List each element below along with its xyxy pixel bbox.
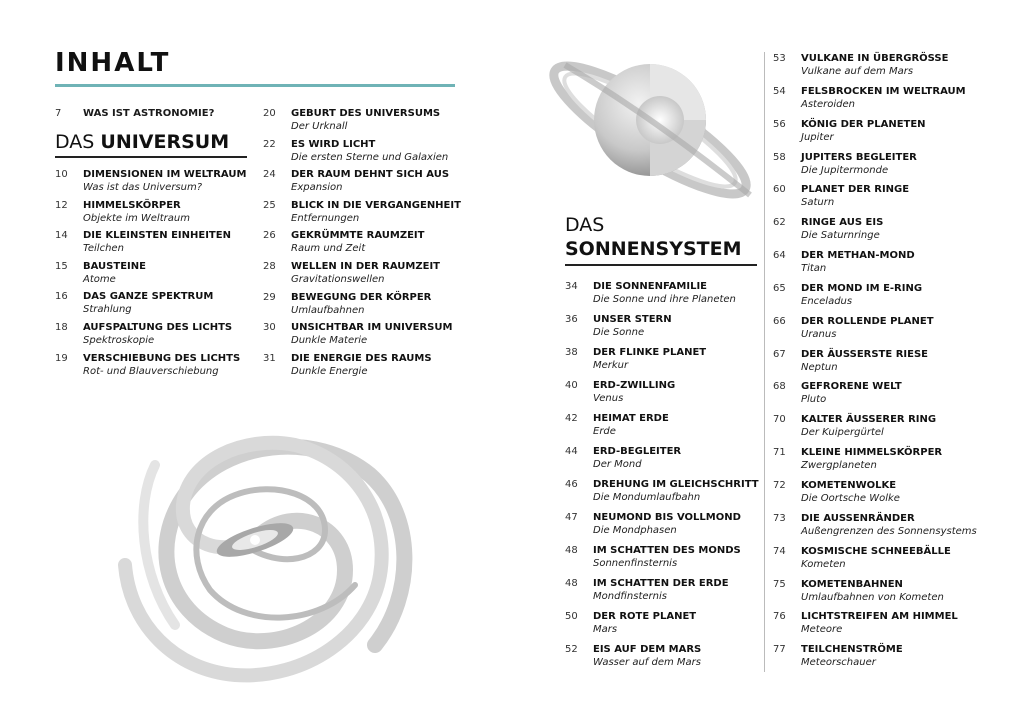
toc-entry-title: NEUMOND BIS VOLLMOND <box>593 512 741 523</box>
toc-entry-subtitle: Spektroskopie <box>83 334 155 346</box>
toc-entry[interactable] <box>773 447 1003 480</box>
toc-entry[interactable] <box>773 283 1003 316</box>
toc-entry-intro[interactable] <box>55 108 255 124</box>
toc-entry-subtitle: Die Sonne <box>593 327 645 338</box>
toc-entry-subtitle: Außengrenzen des Sonnensystems <box>801 525 977 537</box>
toc-page-number: 29 <box>263 291 276 303</box>
toc-entry-subtitle: Mondfinsternis <box>593 591 667 602</box>
toc-entry-subtitle: Venus <box>593 393 624 404</box>
toc-entry-subtitle: Vulkane auf dem Mars <box>801 66 914 77</box>
toc-page-number: 28 <box>263 260 276 272</box>
toc-entry-subtitle: Strahlung <box>83 304 132 316</box>
toc-entry-subtitle: Wasser auf dem Mars <box>593 657 701 668</box>
toc-entry[interactable] <box>55 230 260 261</box>
toc-entry-subtitle: Merkur <box>593 360 629 371</box>
toc-entry-title: PLANET DER RINGE <box>801 184 910 196</box>
toc-entry[interactable] <box>773 611 1003 644</box>
toc-page-number: 74 <box>773 545 786 557</box>
toc-entry-subtitle: Die Jupitermonde <box>801 164 889 176</box>
toc-entry[interactable] <box>263 292 473 323</box>
toc-entry-subtitle: Der Mond <box>593 459 642 470</box>
toc-entry-subtitle: Erde <box>593 426 616 437</box>
toc-page-number: 46 <box>565 479 578 490</box>
toc-page-number: 24 <box>263 169 276 181</box>
toc-entry-subtitle: Die Saturnringe <box>801 230 880 242</box>
toc-entry-title: BLICK IN DIE VERGANGENHEIT <box>291 199 461 211</box>
toc-entry-title: UNSICHTBAR IM UNIVERSUM <box>291 322 453 334</box>
toc-page-number: 16 <box>55 291 68 303</box>
toc-entry-subtitle: Kometen <box>801 558 846 570</box>
toc-entry-title: ERD-BEGLEITER <box>593 446 682 457</box>
toc-entry-title: HIMMELSKÖRPER <box>83 199 181 211</box>
toc-entry[interactable] <box>773 250 1003 283</box>
toc-entry-title: DIE AUSSENRÄNDER <box>801 512 915 524</box>
toc-entry[interactable] <box>773 480 1003 513</box>
ringed-planet-illustration <box>535 45 765 215</box>
toc-page-number: 62 <box>773 217 786 229</box>
toc-entry[interactable] <box>55 322 260 353</box>
toc-entry-title: BEWEGUNG DER KÖRPER <box>291 291 432 303</box>
toc-entry-subtitle: Sonnenfinsternis <box>593 558 678 569</box>
toc-page-number: 58 <box>773 151 786 163</box>
section-rule <box>55 156 247 158</box>
toc-entry[interactable] <box>565 413 760 446</box>
toc-page-number: 38 <box>565 347 578 358</box>
toc-entry-title: WAS IST ASTRONOMIE? <box>83 108 215 119</box>
toc-entry-title: DER METHAN-MOND <box>801 250 915 262</box>
toc-page-number: 20 <box>263 108 276 119</box>
title-underline <box>55 84 455 87</box>
toc-entry-subtitle: Dunkle Energie <box>291 365 368 377</box>
toc-entry-subtitle: Mars <box>593 624 618 635</box>
toc-page-number: 18 <box>55 321 68 333</box>
toc-entry-subtitle: Dunkle Materie <box>291 335 368 347</box>
toc-entry-subtitle: Rot- und Blauverschiebung <box>83 365 219 377</box>
toc-entry-title: DIE ENERGIE DES RAUMS <box>291 352 432 364</box>
toc-entry-subtitle: Der Kuipergürtel <box>801 427 884 439</box>
toc-entry-title: FELSBROCKEN IM WELTRAUM <box>801 85 966 97</box>
toc-entry[interactable] <box>55 353 260 384</box>
toc-entry-subtitle: Expansion <box>291 182 343 194</box>
toc-page-number: 50 <box>565 611 578 622</box>
toc-entry-title: DER RAUM DEHNT SICH AUS <box>291 169 450 181</box>
section-heading-main: SONNENSYSTEM <box>565 238 742 260</box>
toc-page-number: 72 <box>773 479 786 491</box>
toc-entry-title: UNSER STERN <box>593 314 672 325</box>
toc-entry-subtitle: Objekte im Weltraum <box>83 212 190 224</box>
toc-page-number: 52 <box>565 644 578 655</box>
section-heading-prefix: DAS <box>565 214 605 236</box>
toc-entry-title: IM SCHATTEN DES MONDS <box>593 545 741 556</box>
toc-entry-subtitle: Die Mondphasen <box>593 525 677 536</box>
toc-entry-title: KOMETENWOLKE <box>801 479 897 491</box>
toc-page-number: 31 <box>263 352 276 364</box>
toc-entry-title: DER ROTE PLANET <box>593 611 697 622</box>
toc-page-number: 34 <box>565 281 578 292</box>
toc-entry-title: KALTER ÄUSSERER RING <box>801 414 937 426</box>
toc-page-number: 71 <box>773 447 786 459</box>
toc-entry-title: ES WIRD LICHT <box>291 138 376 150</box>
page-title: INHALT <box>55 48 171 78</box>
toc-entry[interactable] <box>565 644 760 677</box>
toc-entry[interactable] <box>263 108 473 139</box>
toc-page-number: 54 <box>773 85 786 97</box>
toc-column-2 <box>263 108 473 383</box>
toc-entry-subtitle: Zwergplaneten <box>801 460 877 472</box>
toc-entry[interactable] <box>773 119 1003 152</box>
toc-entry-subtitle: Die Sonne und ihre Planeten <box>593 294 736 305</box>
toc-page-number: 47 <box>565 512 578 523</box>
toc-entry-subtitle: Meteore <box>801 624 843 636</box>
toc-entry-title: BAUSTEINE <box>83 260 146 272</box>
toc-entry-title: TEILCHENSTRÖME <box>801 644 903 656</box>
toc-page-number: 19 <box>55 352 68 364</box>
toc-page-number: 7 <box>55 108 62 119</box>
toc-entry[interactable] <box>773 86 1003 119</box>
section-heading-main: UNIVERSUM <box>100 131 230 153</box>
toc-entry[interactable] <box>773 316 1003 349</box>
section-heading-sonnensystem <box>565 213 742 261</box>
toc-entry[interactable] <box>565 380 760 413</box>
toc-entry-title: GEKRÜMMTE RAUMZEIT <box>291 230 425 242</box>
toc-page-number: 25 <box>263 199 276 211</box>
toc-entry[interactable] <box>773 381 1003 414</box>
toc-page-number: 40 <box>565 380 578 391</box>
toc-entry[interactable] <box>565 479 760 512</box>
toc-entry-title: DER ROLLENDE PLANET <box>801 315 934 327</box>
toc-page-number: 48 <box>565 545 578 556</box>
toc-page-number: 66 <box>773 315 786 327</box>
toc-page-number: 30 <box>263 322 276 334</box>
toc-entry-subtitle: Atome <box>83 273 116 285</box>
toc-entry[interactable] <box>565 578 760 611</box>
toc-page-number: 15 <box>55 260 68 272</box>
toc-page-number: 75 <box>773 578 786 590</box>
toc-page-number: 44 <box>565 446 578 457</box>
toc-entry[interactable] <box>263 139 473 170</box>
toc-entry-title: DER FLINKE PLANET <box>593 347 707 358</box>
toc-entry[interactable] <box>773 644 1003 677</box>
toc-entry[interactable] <box>773 217 1003 250</box>
toc-column-4 <box>773 53 1003 677</box>
toc-entry-title: ERD-ZWILLING <box>593 380 676 391</box>
toc-entry-title: DER MOND IM E-RING <box>801 282 923 294</box>
toc-entry-title: LICHTSTREIFEN AM HIMMEL <box>801 611 958 623</box>
toc-entry-subtitle: Die Mondumlaufbahn <box>593 492 701 503</box>
toc-entry[interactable] <box>263 353 473 384</box>
toc-entry[interactable] <box>55 169 260 200</box>
toc-entry-title: RINGE AUS EIS <box>801 217 884 229</box>
toc-page-number: 10 <box>55 169 68 180</box>
toc-page-number: 60 <box>773 184 786 196</box>
toc-page-number: 56 <box>773 118 786 130</box>
toc-entry[interactable] <box>263 261 473 292</box>
toc-page-number: 76 <box>773 611 786 623</box>
toc-page-number: 26 <box>263 230 276 242</box>
toc-entry-subtitle: Neptun <box>801 361 838 373</box>
toc-entry-title: DIE SONNENFAMILIE <box>593 281 707 292</box>
toc-entry-title: JUPITERS BEGLEITER <box>801 151 917 163</box>
toc-entry-title: IM SCHATTEN DER ERDE <box>593 578 729 589</box>
toc-entry[interactable] <box>773 53 1003 86</box>
toc-entry-subtitle: Saturn <box>801 197 835 209</box>
toc-entry-subtitle: Meteorschauer <box>801 657 876 669</box>
toc-entry[interactable] <box>55 261 260 292</box>
toc-entry[interactable] <box>565 512 760 545</box>
toc-entry-subtitle: Die ersten Sterne und Galaxien <box>291 151 449 163</box>
toc-entry-subtitle: Uranus <box>801 328 837 340</box>
toc-page-number: 68 <box>773 381 786 393</box>
toc-entry[interactable] <box>55 200 260 231</box>
toc-page-number: 65 <box>773 282 786 294</box>
toc-entry-title: HEIMAT ERDE <box>593 413 669 424</box>
toc-entry-title: DIMENSIONEN IM WELTRAUM <box>83 169 247 180</box>
toc-page-number: 64 <box>773 250 786 262</box>
toc-entry[interactable] <box>565 545 760 578</box>
toc-entry-title: VULKANE IN ÜBERGRÖSSE <box>801 53 949 64</box>
toc-entry-subtitle: Umlaufbahnen von Kometen <box>801 591 944 603</box>
section-heading-prefix: DAS <box>55 131 101 153</box>
toc-entry-title: GEFRORENE WELT <box>801 381 902 393</box>
toc-entry[interactable] <box>565 446 760 479</box>
toc-page-number: 73 <box>773 512 786 524</box>
toc-entry-title: DIE KLEINSTEN EINHEITEN <box>83 230 231 242</box>
toc-page-number: 53 <box>773 53 786 64</box>
toc-page-number: 48 <box>565 578 578 589</box>
toc-page-number: 70 <box>773 414 786 426</box>
toc-entry[interactable] <box>773 349 1003 382</box>
toc-page-number: 77 <box>773 644 786 656</box>
toc-entry-title: WELLEN IN DER RAUMZEIT <box>291 260 440 272</box>
toc-page-number: 22 <box>263 138 276 150</box>
toc-entry-title: KLEINE HIMMELSKÖRPER <box>801 447 943 459</box>
toc-entry[interactable] <box>263 322 473 353</box>
toc-entry-title: KOMETENBAHNEN <box>801 578 903 590</box>
toc-page-number: 12 <box>55 199 68 211</box>
toc-entry[interactable] <box>263 200 473 231</box>
toc-entry[interactable] <box>55 291 260 322</box>
toc-entry[interactable] <box>773 152 1003 185</box>
toc-entry-title: AUFSPALTUNG DES LICHTS <box>83 321 233 333</box>
toc-entry-title: EIS AUF DEM MARS <box>593 644 702 655</box>
toc-entry[interactable] <box>565 611 760 644</box>
toc-entry-title: VERSCHIEBUNG DES LICHTS <box>83 352 241 364</box>
toc-entry-title: KÖNIG DER PLANETEN <box>801 118 926 130</box>
toc-page-number: 14 <box>55 230 68 242</box>
toc-entry-subtitle: Der Urknall <box>291 121 348 132</box>
section-rule <box>565 264 757 266</box>
toc-column-3 <box>565 281 760 677</box>
toc-entry-subtitle: Asteroiden <box>801 98 855 110</box>
toc-entry-title: DREHUNG IM GLEICHSCHRITT <box>593 479 759 490</box>
toc-entry-title: DER ÄUSSERSTE RIESE <box>801 348 928 360</box>
toc-page-number: 42 <box>565 413 578 424</box>
toc-entry[interactable] <box>565 314 760 347</box>
toc-entry-title: KOSMISCHE SCHNEEBÄLLE <box>801 545 951 557</box>
toc-entry-subtitle: Jupiter <box>801 131 834 143</box>
toc-entry[interactable] <box>773 414 1003 447</box>
toc-entry-title: GEBURT DES UNIVERSUMS <box>291 108 441 119</box>
toc-entry[interactable] <box>565 347 760 380</box>
toc-entry[interactable] <box>263 169 473 200</box>
toc-entry-subtitle: Raum und Zeit <box>291 243 366 255</box>
toc-entry-title: DAS GANZE SPEKTRUM <box>83 291 214 303</box>
toc-entry-subtitle: Umlaufbahnen <box>291 304 365 316</box>
toc-entry-subtitle: Was ist das Universum? <box>83 182 203 193</box>
toc-entry-subtitle: Teilchen <box>83 243 124 255</box>
toc-page-number: 67 <box>773 348 786 360</box>
toc-entry[interactable] <box>773 513 1003 546</box>
toc-entry-subtitle: Gravitationswellen <box>291 273 385 285</box>
toc-entry[interactable] <box>773 579 1003 612</box>
toc-entry-subtitle: Titan <box>801 263 827 275</box>
toc-entry[interactable] <box>263 230 473 261</box>
section-heading-universum <box>55 130 229 154</box>
toc-entry-subtitle: Pluto <box>801 394 827 406</box>
toc-page-number: 36 <box>565 314 578 325</box>
toc-entry-subtitle: Enceladus <box>801 295 853 307</box>
toc-entry-subtitle: Die Oortsche Wolke <box>801 492 900 504</box>
toc-entry[interactable] <box>773 546 1003 579</box>
toc-entry[interactable] <box>773 184 1003 217</box>
spiral-galaxy-illustration <box>95 385 425 695</box>
toc-column-1 <box>55 169 260 383</box>
toc-entry[interactable] <box>565 281 760 314</box>
toc-entry-subtitle: Entfernungen <box>291 212 360 224</box>
